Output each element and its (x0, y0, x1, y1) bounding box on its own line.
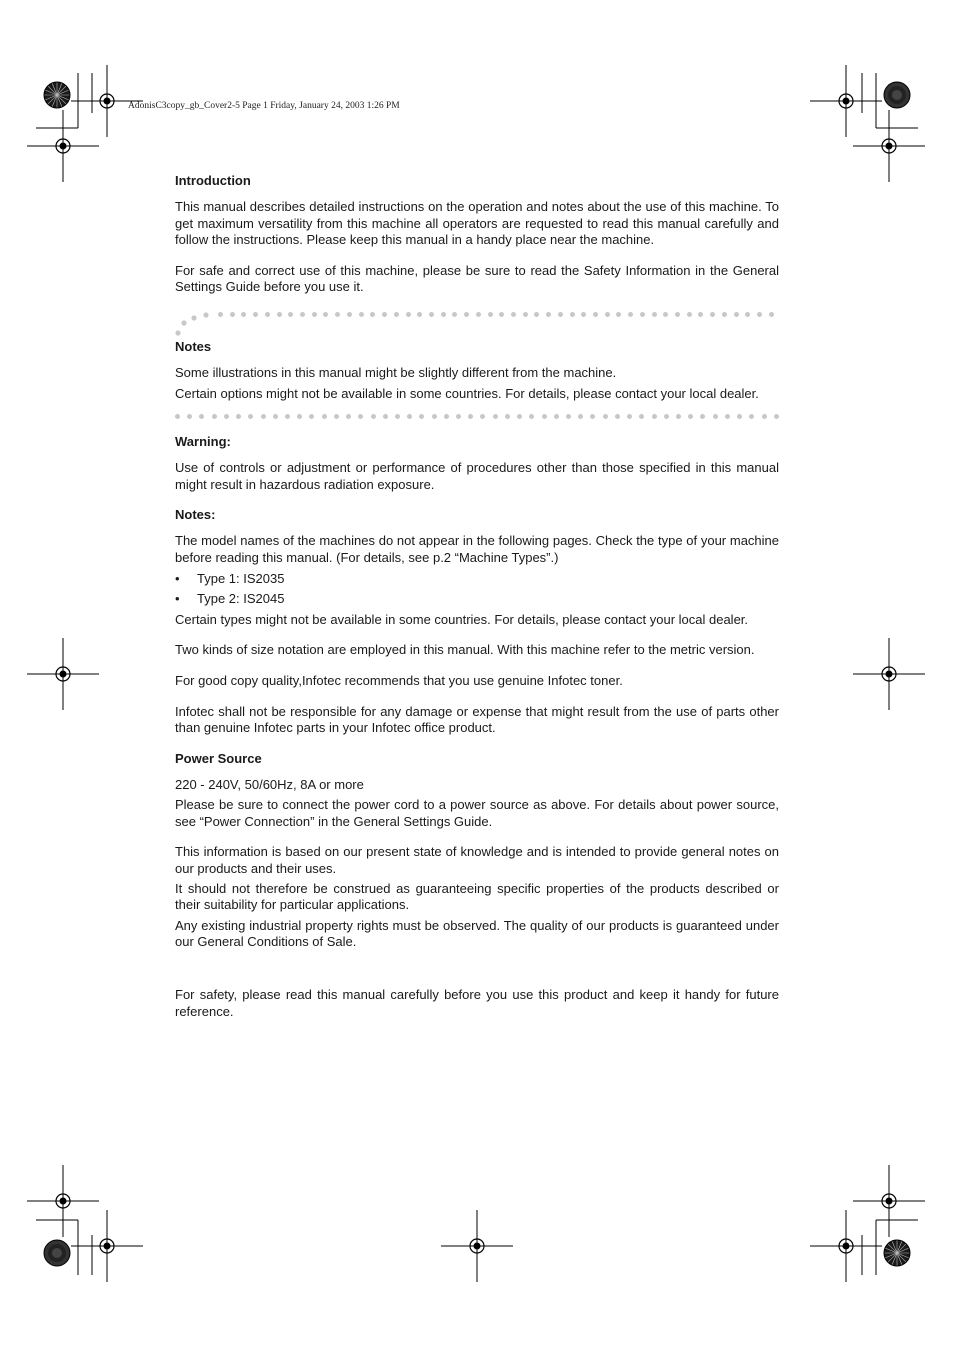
disclaimer-paragraph: Any existing industrial property rights must be observed. The quality of our products is guaranteed under our General Conditions of Sale. (175, 917, 779, 950)
page-content (175, 172, 779, 1020)
disclaimer-paragraph: It should not therefore be construed as guaranteeing specific properties of the products described or their suitability for particular applications. (175, 880, 779, 913)
notes-paragraph: Certain types might not be available in some countries. For details, please contact your local dealer. (175, 611, 749, 627)
list-item-text: Type 1: IS2035 (197, 570, 285, 586)
notes-box-paragraph: Certain options might not be available in some countries. For details, please contact your local dealer. (175, 385, 759, 401)
registration-mark-icon (27, 638, 99, 710)
dotted-border (175, 411, 779, 421)
notes-paragraph: Infotec shall not be responsible for any damage or expense that might result from the use of parts other than genuine Infotec parts in your Infotec office product. (175, 703, 779, 736)
notes-paragraph: Two kinds of size notation are employed in this manual. With this machine refer to the metric version. (175, 642, 755, 658)
disclaimer-paragraph: This information is based on our present state of knowledge and is intended to provide general notes on our products and their uses. (175, 844, 779, 877)
safety-paragraph: For safety, please read this manual carefully before you use this product and keep it handy for future reference. (175, 987, 779, 1019)
color-wheel-icon (44, 1240, 70, 1266)
registration-mark-icon (853, 110, 925, 182)
warning-paragraph: Use of controls or adjustment or performance of procedures other than those specified in this manual might result in hazardous radiation exposure. (175, 460, 779, 492)
bullet-mark: • (175, 591, 180, 607)
list-item (175, 571, 779, 588)
registration-mark-icon (810, 65, 882, 137)
notes-box-heading: Notes (175, 338, 212, 354)
list-item-text: Type 2: IS2045 (197, 591, 285, 607)
registration-mark-icon (441, 1210, 513, 1282)
registration-mark-icon (27, 110, 99, 182)
notes-paragraph: For good copy quality,Infotec recommends that you use genuine Infotec toner. (175, 672, 623, 688)
color-wheel-icon (884, 82, 910, 108)
registration-mark-icon (810, 1210, 882, 1282)
introduction-paragraph: For safe and correct use of this machine, please be sure to read the Safety Information in the General Settings Guide before you use it. (175, 262, 779, 295)
color-wheel-icon (44, 82, 70, 108)
registration-mark-icon (853, 1165, 925, 1237)
notes-box-paragraph: Some illustrations in this manual might be slightly different from the machine. (175, 364, 617, 380)
notes-paragraph: The model names of the machines do not appear in the following pages. Check the type of your machine before reading this manual. (For details, see p.2 “Machine Types”.) (175, 533, 779, 565)
registration-mark-icon (853, 638, 925, 710)
introduction-heading: Introduction (175, 173, 251, 188)
print-slug: AdonisC3copy_gb_Cover2-5 Page 1 Friday, January 24, 2003 1:26 PM (128, 101, 400, 111)
introduction-paragraph: This manual describes detailed instructions on the operation and notes about the use of this machine. To get maximum versatility from this machine all operators are requested to read this manual carefully and follow the instructions. Please keep this manual in a handy place near the machine. (175, 199, 779, 248)
registration-mark-icon (27, 1165, 99, 1237)
warning-heading: Warning: (175, 434, 231, 450)
power-source-heading: Power Source (175, 750, 262, 766)
power-source-paragraph: 220 - 240V, 50/60Hz, 8A or more (175, 776, 364, 792)
list-item (175, 591, 779, 608)
bullet-mark: • (175, 570, 180, 586)
notes-box-top-border (175, 310, 779, 340)
notes-heading: Notes: (175, 507, 216, 523)
dotted-border (218, 310, 774, 320)
registration-mark-icon (71, 1210, 143, 1282)
color-wheel-icon (884, 1240, 910, 1266)
power-source-paragraph: Please be sure to connect the power cord to a power source as above. For details about power source, see “Power Connection” in the General Settings Guide. (175, 797, 779, 829)
